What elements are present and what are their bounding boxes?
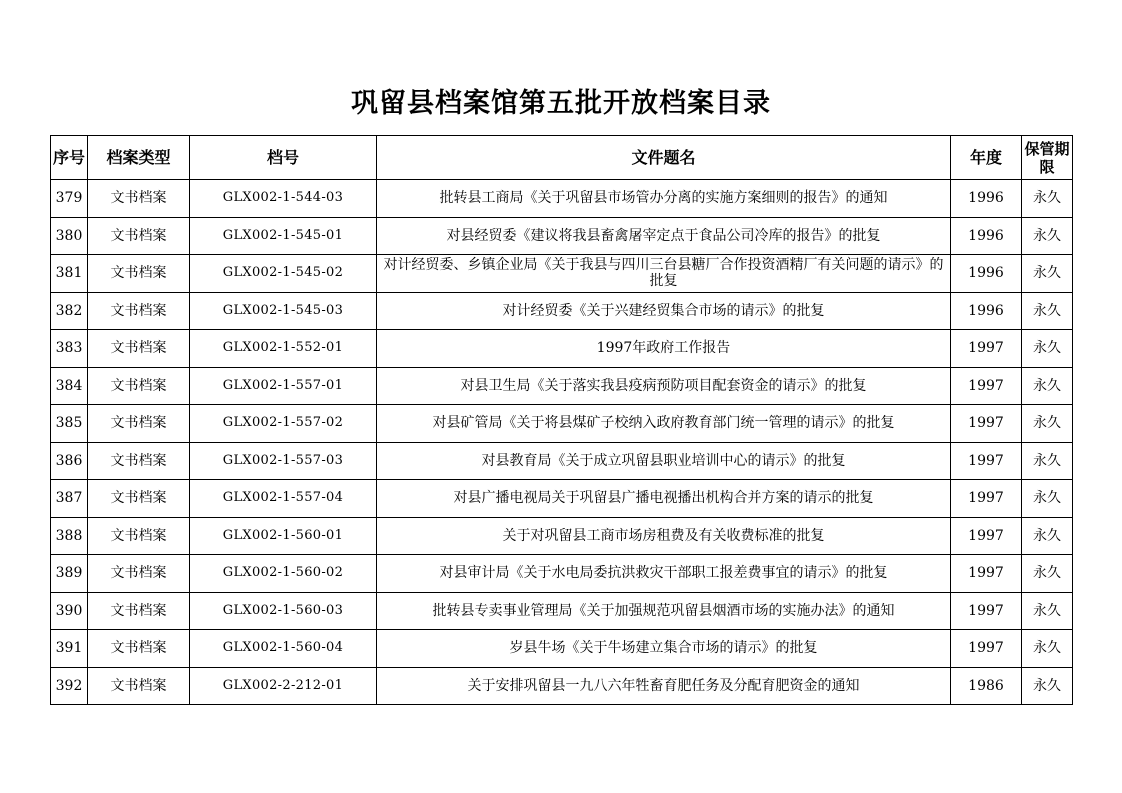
header-retention: 保管期限 xyxy=(1022,136,1073,180)
cell-retention: 永久 xyxy=(1022,480,1073,518)
cell-title: 岁县牛场《关于牛场建立集合市场的请示》的批复 xyxy=(377,630,951,668)
cell-seq: 382 xyxy=(51,292,88,330)
cell-title: 关于对巩留县工商市场房租费及有关收费标准的批复 xyxy=(377,517,951,555)
cell-code: GLX002-1-545-02 xyxy=(190,255,377,293)
cell-retention: 永久 xyxy=(1022,180,1073,218)
cell-year: 1996 xyxy=(951,255,1022,293)
cell-code: GLX002-1-560-03 xyxy=(190,592,377,630)
cell-title: 对县广播电视局关于巩留县广播电视播出机构合并方案的请示的批复 xyxy=(377,480,951,518)
cell-title: 对计经贸委、乡镇企业局《关于我县与四川三台县糖厂合作投资酒精厂有关问题的请示》的批复 xyxy=(377,255,951,293)
cell-year: 1997 xyxy=(951,517,1022,555)
cell-retention: 永久 xyxy=(1022,405,1073,443)
table-row xyxy=(51,592,1073,630)
cell-retention: 永久 xyxy=(1022,255,1073,293)
cell-retention: 永久 xyxy=(1022,517,1073,555)
table-row xyxy=(51,630,1073,668)
table-row xyxy=(51,330,1073,368)
cell-retention: 永久 xyxy=(1022,592,1073,630)
cell-code: GLX002-1-560-04 xyxy=(190,630,377,668)
cell-retention: 永久 xyxy=(1022,367,1073,405)
cell-code: GLX002-1-552-01 xyxy=(190,330,377,368)
cell-type: 文书档案 xyxy=(88,330,190,368)
cell-code: GLX002-1-560-02 xyxy=(190,555,377,593)
table-row xyxy=(51,367,1073,405)
cell-retention: 永久 xyxy=(1022,442,1073,480)
table-row xyxy=(51,405,1073,443)
cell-year: 1997 xyxy=(951,330,1022,368)
page-title: 巩留县档案馆第五批开放档案目录 xyxy=(351,88,771,119)
cell-year: 1997 xyxy=(951,442,1022,480)
cell-seq: 390 xyxy=(51,592,88,630)
cell-retention: 永久 xyxy=(1022,630,1073,668)
cell-title: 1997年政府工作报告 xyxy=(377,330,951,368)
cell-title: 关于安排巩留县一九八六年牲畜育肥任务及分配育肥资金的通知 xyxy=(377,667,951,705)
cell-title: 对计经贸委《关于兴建经贸集合市场的请示》的批复 xyxy=(377,292,951,330)
cell-type: 文书档案 xyxy=(88,405,190,443)
archive-catalog-table xyxy=(50,135,1073,705)
cell-seq: 386 xyxy=(51,442,88,480)
table-row xyxy=(51,255,1073,293)
cell-title: 批转县工商局《关于巩留县市场管办分离的实施方案细则的报告》的通知 xyxy=(377,180,951,218)
table-row xyxy=(51,555,1073,593)
cell-retention: 永久 xyxy=(1022,555,1073,593)
cell-year: 1997 xyxy=(951,480,1022,518)
cell-title: 对县经贸委《建议将我县畜禽屠宰定点于食品公司冷库的报告》的批复 xyxy=(377,217,951,255)
cell-seq: 380 xyxy=(51,217,88,255)
header-code: 档号 xyxy=(190,136,377,180)
table-row xyxy=(51,292,1073,330)
cell-code: GLX002-1-557-03 xyxy=(190,442,377,480)
cell-year: 1986 xyxy=(951,667,1022,705)
cell-year: 1997 xyxy=(951,592,1022,630)
cell-retention: 永久 xyxy=(1022,667,1073,705)
cell-year: 1997 xyxy=(951,367,1022,405)
cell-seq: 383 xyxy=(51,330,88,368)
cell-year: 1996 xyxy=(951,217,1022,255)
cell-seq: 387 xyxy=(51,480,88,518)
cell-type: 文书档案 xyxy=(88,517,190,555)
cell-title: 对县卫生局《关于落实我县疫病预防项目配套资金的请示》的批复 xyxy=(377,367,951,405)
cell-seq: 391 xyxy=(51,630,88,668)
cell-retention: 永久 xyxy=(1022,292,1073,330)
cell-type: 文书档案 xyxy=(88,367,190,405)
cell-title: 对县矿管局《关于将县煤矿子校纳入政府教育部门统一管理的请示》的批复 xyxy=(377,405,951,443)
table-header-row xyxy=(51,136,1073,180)
cell-year: 1997 xyxy=(951,405,1022,443)
cell-type: 文书档案 xyxy=(88,255,190,293)
header-type: 档案类型 xyxy=(88,136,190,180)
cell-retention: 永久 xyxy=(1022,217,1073,255)
table-row xyxy=(51,517,1073,555)
cell-code: GLX002-1-545-03 xyxy=(190,292,377,330)
cell-seq: 392 xyxy=(51,667,88,705)
cell-year: 1997 xyxy=(951,555,1022,593)
cell-code: GLX002-1-544-03 xyxy=(190,180,377,218)
cell-seq: 389 xyxy=(51,555,88,593)
cell-code: GLX002-1-557-02 xyxy=(190,405,377,443)
cell-code: GLX002-1-560-01 xyxy=(190,517,377,555)
header-title: 文件题名 xyxy=(377,136,951,180)
table-row xyxy=(51,180,1073,218)
cell-year: 1997 xyxy=(951,630,1022,668)
cell-seq: 385 xyxy=(51,405,88,443)
cell-code: GLX002-1-557-04 xyxy=(190,480,377,518)
cell-seq: 381 xyxy=(51,255,88,293)
table-body xyxy=(51,180,1073,705)
cell-type: 文书档案 xyxy=(88,592,190,630)
cell-type: 文书档案 xyxy=(88,442,190,480)
table-row xyxy=(51,480,1073,518)
cell-seq: 388 xyxy=(51,517,88,555)
table-row xyxy=(51,217,1073,255)
cell-type: 文书档案 xyxy=(88,667,190,705)
table-row xyxy=(51,667,1073,705)
cell-title: 批转县专卖事业管理局《关于加强规范巩留县烟酒市场的实施办法》的通知 xyxy=(377,592,951,630)
header-seq: 序号 xyxy=(51,136,88,180)
cell-title: 对县教育局《关于成立巩留县职业培训中心的请示》的批复 xyxy=(377,442,951,480)
cell-code: GLX002-2-212-01 xyxy=(190,667,377,705)
cell-type: 文书档案 xyxy=(88,292,190,330)
cell-code: GLX002-1-545-01 xyxy=(190,217,377,255)
cell-type: 文书档案 xyxy=(88,217,190,255)
cell-year: 1996 xyxy=(951,180,1022,218)
cell-type: 文书档案 xyxy=(88,180,190,218)
cell-code: GLX002-1-557-01 xyxy=(190,367,377,405)
cell-retention: 永久 xyxy=(1022,330,1073,368)
table-row xyxy=(51,442,1073,480)
cell-type: 文书档案 xyxy=(88,630,190,668)
cell-year: 1996 xyxy=(951,292,1022,330)
cell-seq: 379 xyxy=(51,180,88,218)
cell-type: 文书档案 xyxy=(88,555,190,593)
cell-title: 对县审计局《关于水电局委抗洪救灾干部职工报差费事宜的请示》的批复 xyxy=(377,555,951,593)
cell-type: 文书档案 xyxy=(88,480,190,518)
header-year: 年度 xyxy=(951,136,1022,180)
cell-seq: 384 xyxy=(51,367,88,405)
